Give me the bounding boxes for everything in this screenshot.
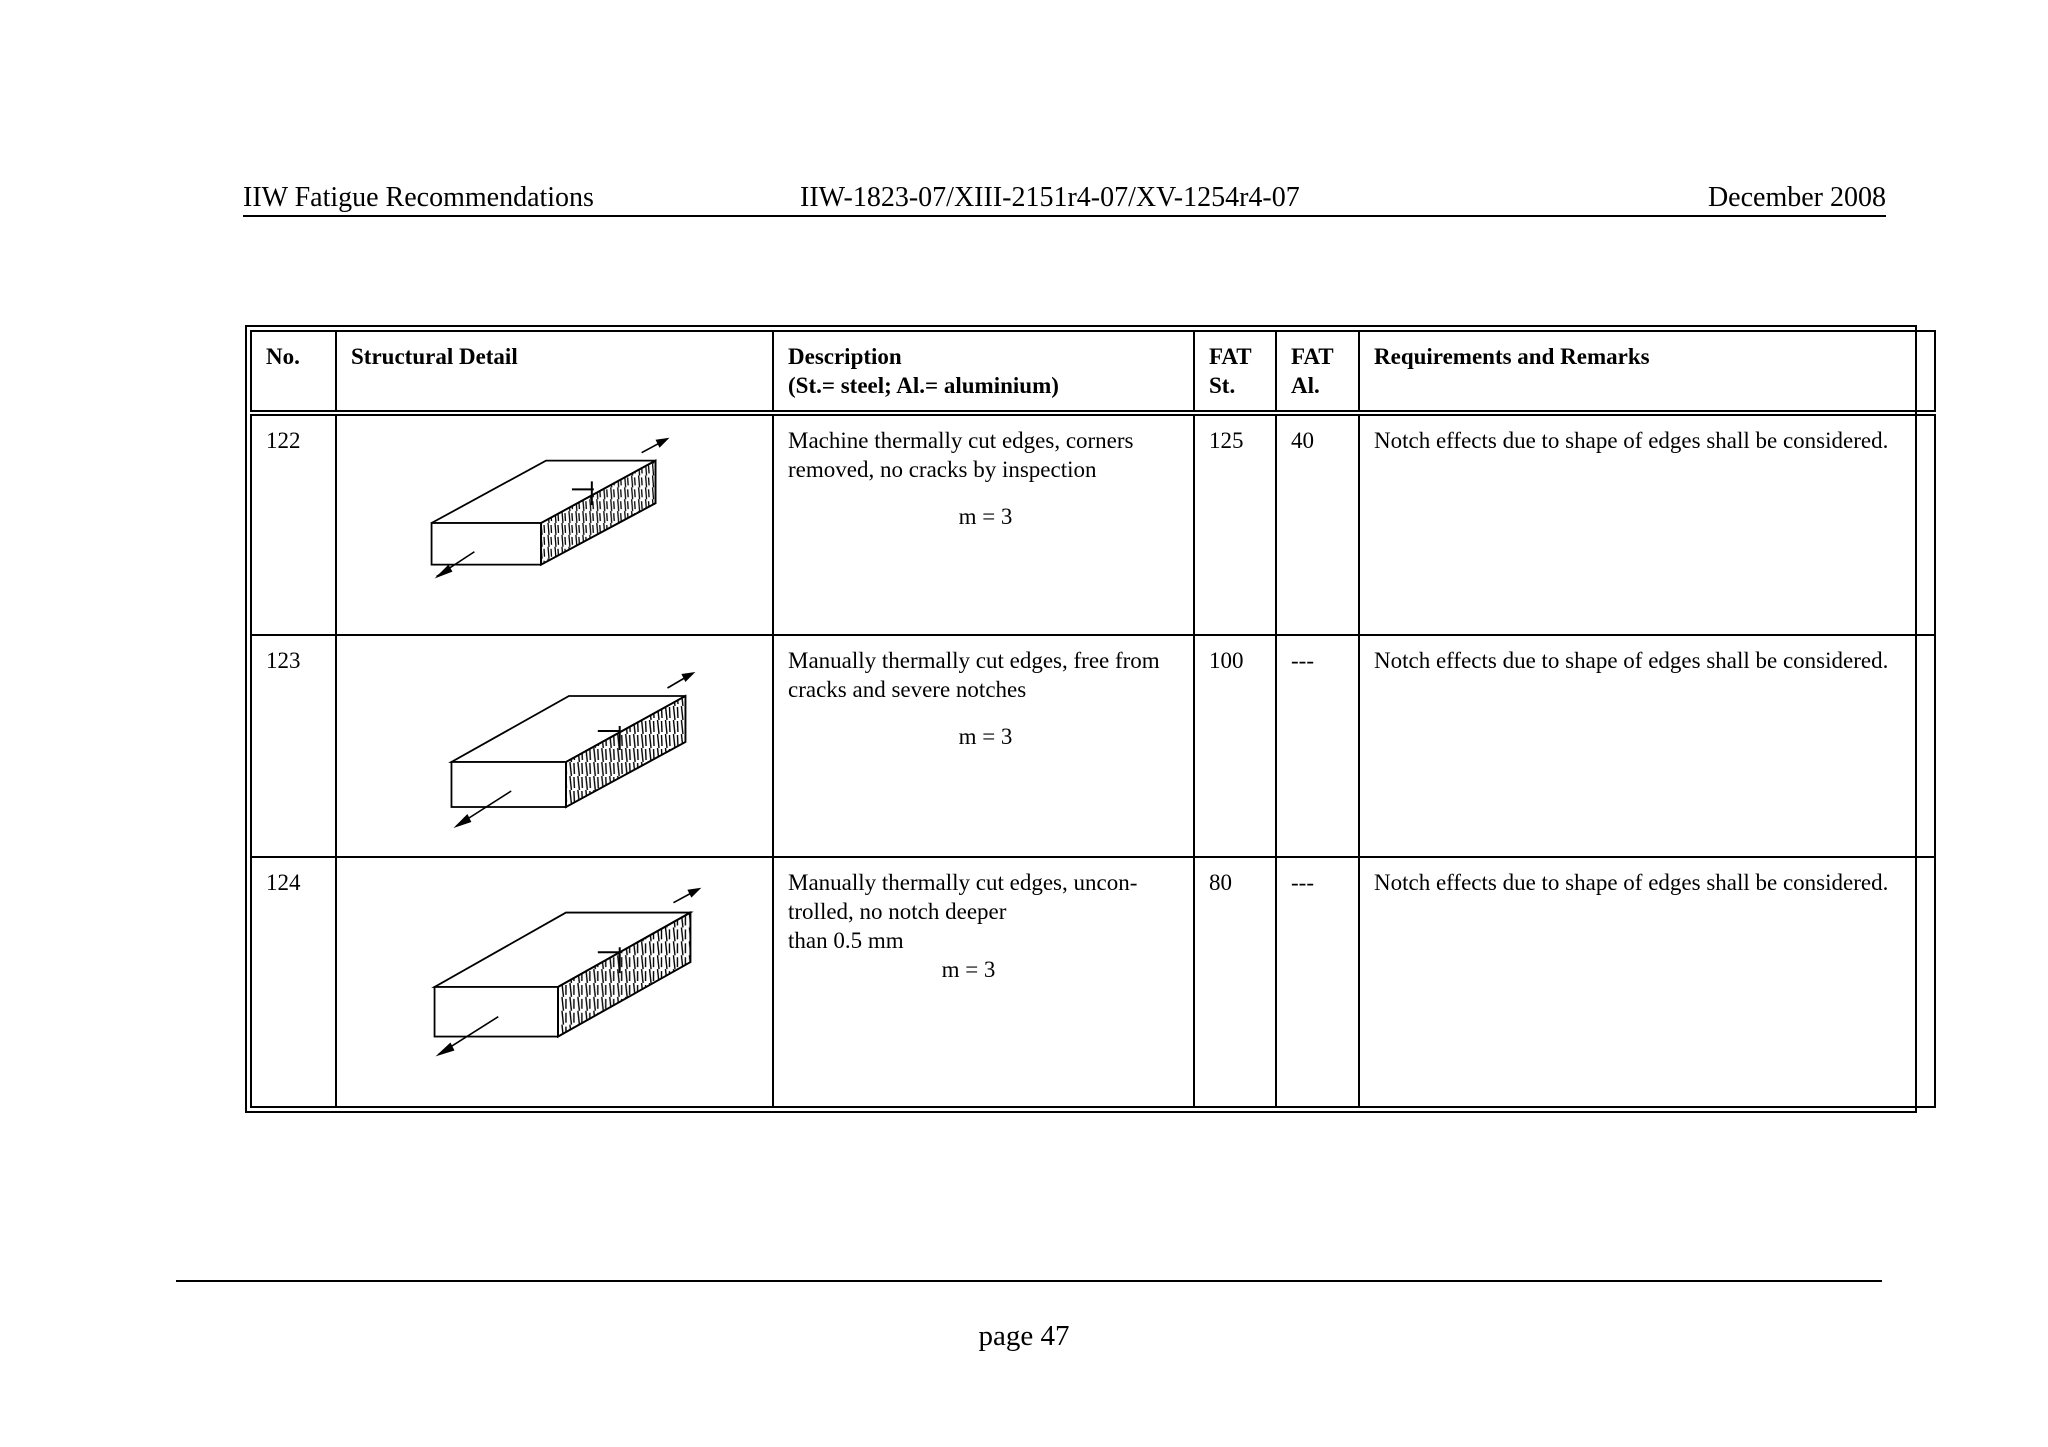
- table-row: [251, 635, 1935, 857]
- cell-structural-detail: [336, 413, 773, 635]
- cell-no: 123: [251, 635, 336, 857]
- thermally-cut-plate-diagram: [337, 858, 772, 1106]
- header-document-number: IIW-1823-07/XIII-2151r4-07/XV-1254r4-07: [800, 182, 1300, 213]
- table-row: [251, 857, 1935, 1107]
- col-header-fat-al-line2: Al.: [1291, 373, 1320, 398]
- cell-remarks: Notch effects due to shape of edges shall be considered.: [1359, 857, 1935, 1107]
- col-header-description-line1: Description: [788, 344, 902, 369]
- cell-fat-al: ---: [1276, 635, 1359, 857]
- col-header-remarks: Requirements and Remarks: [1359, 331, 1935, 413]
- col-header-description: [773, 331, 1194, 413]
- description-line: than 0.5 mm: [788, 928, 904, 953]
- col-header-fat-st-line1: FAT: [1209, 344, 1252, 369]
- cell-fat-al: 40: [1276, 413, 1359, 635]
- header-document-title: IIW Fatigue Recommendations: [243, 182, 594, 213]
- col-header-fat-al: [1276, 331, 1359, 413]
- col-header-structural-detail: Structural Detail: [336, 331, 773, 413]
- footer-rule: [176, 1280, 1882, 1282]
- table-row: [251, 413, 1935, 635]
- description-line: trolled, no notch deeper: [788, 899, 1007, 924]
- cell-description: [773, 857, 1194, 1107]
- cell-structural-detail: [336, 635, 773, 857]
- cell-description: [773, 635, 1194, 857]
- header-date: December 2008: [1707, 182, 1886, 213]
- col-header-description-line2: (St.= steel; Al.= aluminium): [788, 373, 1059, 398]
- cell-description: [773, 413, 1194, 635]
- cell-remarks: Notch effects due to shape of edges shall be considered.: [1359, 635, 1935, 857]
- thermally-cut-plate-diagram: [337, 416, 772, 634]
- cell-fat-st: 100: [1194, 635, 1276, 857]
- thermally-cut-plate-diagram: [337, 636, 772, 856]
- fatigue-class-table: [245, 325, 1917, 1113]
- cell-fat-st: 80: [1194, 857, 1276, 1107]
- cell-structural-detail: [336, 857, 773, 1107]
- col-header-fat-al-line1: FAT: [1291, 344, 1334, 369]
- slope-m: m = 3: [958, 724, 1013, 749]
- slope-m: m = 3: [958, 504, 1013, 529]
- description-line: Machine thermally cut edges, corners: [788, 428, 1134, 453]
- description-line: Manually thermally cut edges, uncon-: [788, 870, 1138, 895]
- description-line: Manually thermally cut edges, free from: [788, 648, 1160, 673]
- table-header-row: [251, 331, 1935, 413]
- table-grid: [250, 330, 1936, 1108]
- cell-remarks: Notch effects due to shape of edges shall be considered.: [1359, 413, 1935, 635]
- description-line: cracks and severe notches: [788, 677, 1027, 702]
- col-header-fat-st-line2: St.: [1209, 373, 1236, 398]
- page-number: page 47: [978, 1320, 1070, 1352]
- header-rule: [243, 215, 1886, 217]
- cell-no: 124: [251, 857, 336, 1107]
- slope-m: m = 3: [941, 957, 996, 982]
- cell-no: 122: [251, 413, 336, 635]
- description-line: removed, no cracks by inspection: [788, 457, 1097, 482]
- col-header-fat-st: [1194, 331, 1276, 413]
- cell-fat-al: ---: [1276, 857, 1359, 1107]
- cell-fat-st: 125: [1194, 413, 1276, 635]
- col-header-no: No.: [251, 331, 336, 413]
